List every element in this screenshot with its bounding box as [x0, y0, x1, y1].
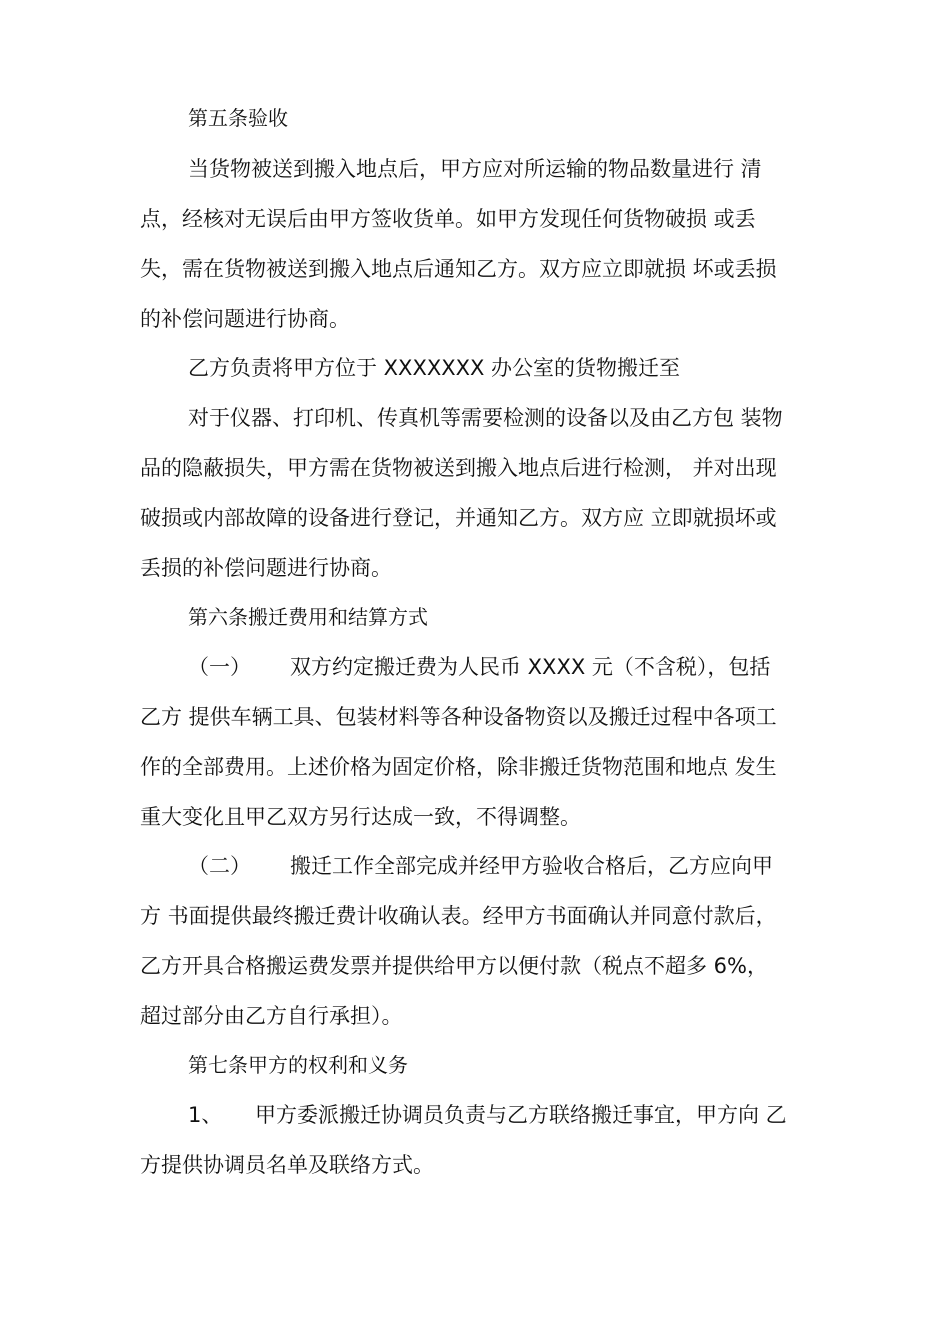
article-7-item1-label: 1、	[188, 1103, 223, 1127]
article-6-heading: 第六条搬迁费用和结算方式	[188, 605, 428, 629]
article-5-para3-line2: 品的隐蔽损失，甲方需在货物被送到搬入地点后进行检测， 并对出现	[140, 456, 777, 480]
article-6-item1-label: （一）	[188, 655, 251, 679]
article-6-item2-line2: 方 书面提供最终搬迁费计收确认表。经甲方书面确认并同意付款后，	[140, 904, 777, 928]
article-5-para1-line4: 的补偿问题进行协商。	[140, 307, 350, 331]
article-5-para1-line2: 点，经核对无误后由甲方签收货单。如甲方发现任何货物破损 或丢	[140, 207, 756, 231]
article-7-item1-line1: 甲方委派搬迁协调员负责与乙方联络搬迁事宜，甲方向 乙	[255, 1103, 787, 1127]
article-6-item2-label: （二）	[188, 854, 251, 878]
article-5-para1-line1: 当货物被送到搬入地点后，甲方应对所运输的物品数量进行 清	[188, 157, 762, 181]
article-6-item2-line4: 超过部分由乙方自行承担）。	[140, 1004, 403, 1028]
article-5-para3-line4: 丢损的补偿问题进行协商。	[140, 556, 392, 580]
article-5-para3-line1: 对于仪器、打印机、传真机等需要检测的设备以及由乙方包 装物	[188, 406, 783, 430]
article-6-item1-line3: 作的全部费用。上述价格为固定价格，除非搬迁货物范围和地点 发生	[140, 755, 777, 779]
article-6-item2-line3: 乙方开具合格搬运费发票并提供给甲方以便付款（税点不超多 6%，	[140, 954, 768, 978]
article-5-para2: 乙方负责将甲方位于 XXXXXXX 办公室的货物搬迁至	[188, 356, 681, 380]
article-5-para1-line3: 失，需在货物被送到搬入地点后通知乙方。双方应立即就损 坏或丢损	[140, 257, 777, 281]
article-5-heading: 第五条验收	[188, 106, 288, 130]
article-6-item1-line1: 双方约定搬迁费为人民币 XXXX 元（不含税），包括	[290, 655, 771, 679]
article-5-para3-line3: 破损或内部故障的设备进行登记，并通知乙方。双方应 立即就损坏或	[140, 506, 777, 530]
article-6-item2-line1: 搬迁工作全部完成并经甲方验收合格后，乙方应向甲	[290, 854, 773, 878]
article-7-item1-line2: 方提供协调员名单及联络方式。	[140, 1153, 434, 1177]
article-6-item1-line4: 重大变化且甲乙双方另行达成一致，不得调整。	[140, 805, 581, 829]
article-7-heading: 第七条甲方的权利和义务	[188, 1053, 408, 1077]
article-6-item1-line2: 乙方 提供车辆工具、包装材料等各种设备物资以及搬迁过程中各项工	[140, 705, 777, 729]
